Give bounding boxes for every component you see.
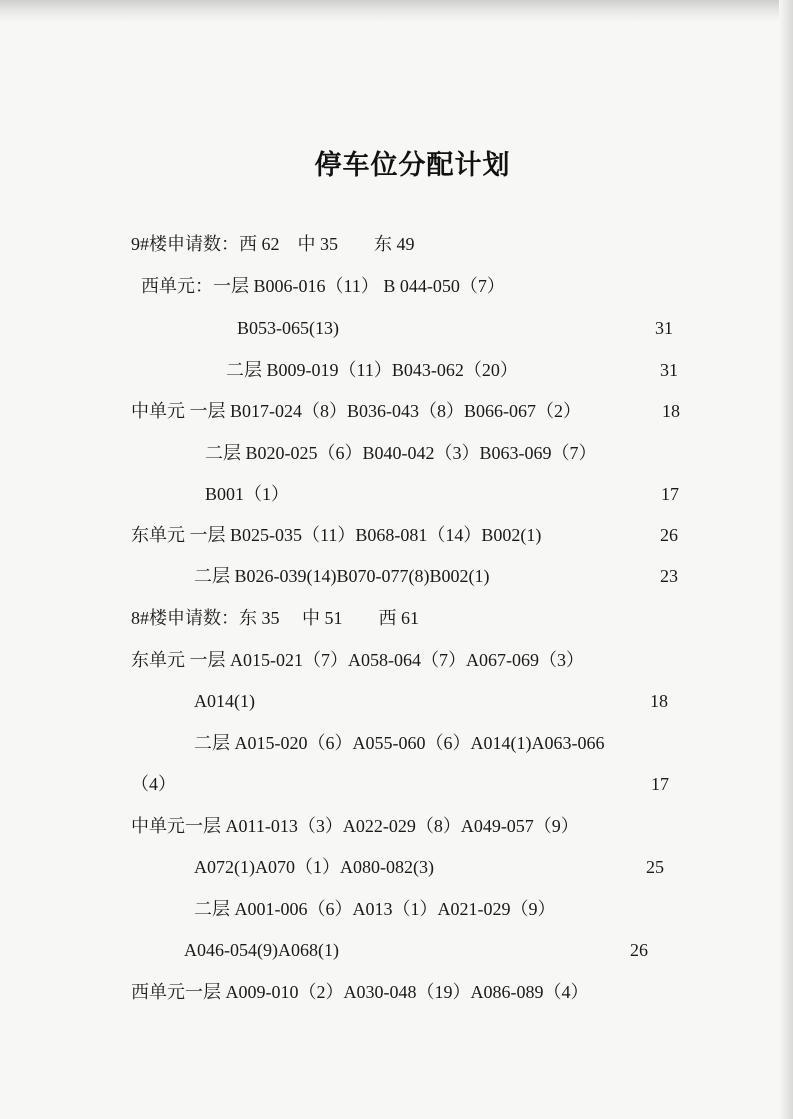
line-b9-west-floor1-cont: B053-065(13): [237, 318, 339, 338]
scan-shadow-top: [0, 0, 793, 22]
line-b8-middle-floor2: 二层 A001-006（6）A013（1）A021-029（9）: [194, 899, 556, 919]
line-b8-middle-floor1-cont: A072(1)A070（1）A080-082(3): [194, 857, 434, 877]
line-b8-east-floor1-cont: A014(1): [194, 691, 255, 711]
line-total: 31: [655, 318, 673, 338]
line-b8-east-floor1: 东单元 一层 A015-021（7）A058-064（7）A067-069（3）: [131, 650, 584, 670]
line-total: 31: [660, 360, 678, 380]
line-total: 25: [646, 857, 664, 877]
line-total: 18: [650, 691, 668, 711]
line-b8-east-floor2: 二层 A015-020（6）A055-060（6）A014(1)A063-066: [194, 733, 605, 753]
line-b9-middle-floor1: 中单元 一层 B017-024（8）B036-043（8）B066-067（2）: [131, 401, 581, 421]
line-total: 17: [651, 774, 669, 794]
page-title: 停车位分配计划: [314, 150, 511, 181]
line-b8-west-floor1: 西单元一层 A009-010（2）A030-048（19）A086-089（4）: [131, 982, 589, 1002]
line-b9-middle-floor2-cont: B001（1）: [205, 484, 290, 504]
line-b8-middle-floor1: 中单元一层 A011-013（3）A022-029（8）A049-057（9）: [131, 816, 579, 836]
line-building8-requests: 8#楼申请数：东 35 中 51 西 61: [131, 608, 419, 628]
line-b9-west-floor1: 西单元：一层 B006-016（11） B 044-050（7）: [141, 276, 505, 296]
line-total: 26: [660, 525, 678, 545]
line-b9-west-floor2: 二层 B009-019（11）B043-062（20）: [226, 360, 518, 380]
line-building9-requests: 9#楼申请数：西 62 中 35 东 49: [131, 234, 415, 254]
line-b9-middle-floor2: 二层 B020-025（6）B040-042（3）B063-069（7）: [205, 443, 597, 463]
line-total: 26: [630, 940, 648, 960]
line-total: 17: [661, 484, 679, 504]
line-b8-middle-floor2-cont: A046-054(9)A068(1): [184, 940, 339, 960]
line-b9-east-floor2: 二层 B026-039(14)B070-077(8)B002(1): [194, 566, 490, 586]
line-b9-east-floor1: 东单元 一层 B025-035（11）B068-081（14）B002(1): [131, 525, 542, 545]
line-total: 23: [660, 566, 678, 586]
line-b8-east-floor2-cont: （4）: [131, 774, 176, 794]
line-total: 18: [662, 401, 680, 421]
